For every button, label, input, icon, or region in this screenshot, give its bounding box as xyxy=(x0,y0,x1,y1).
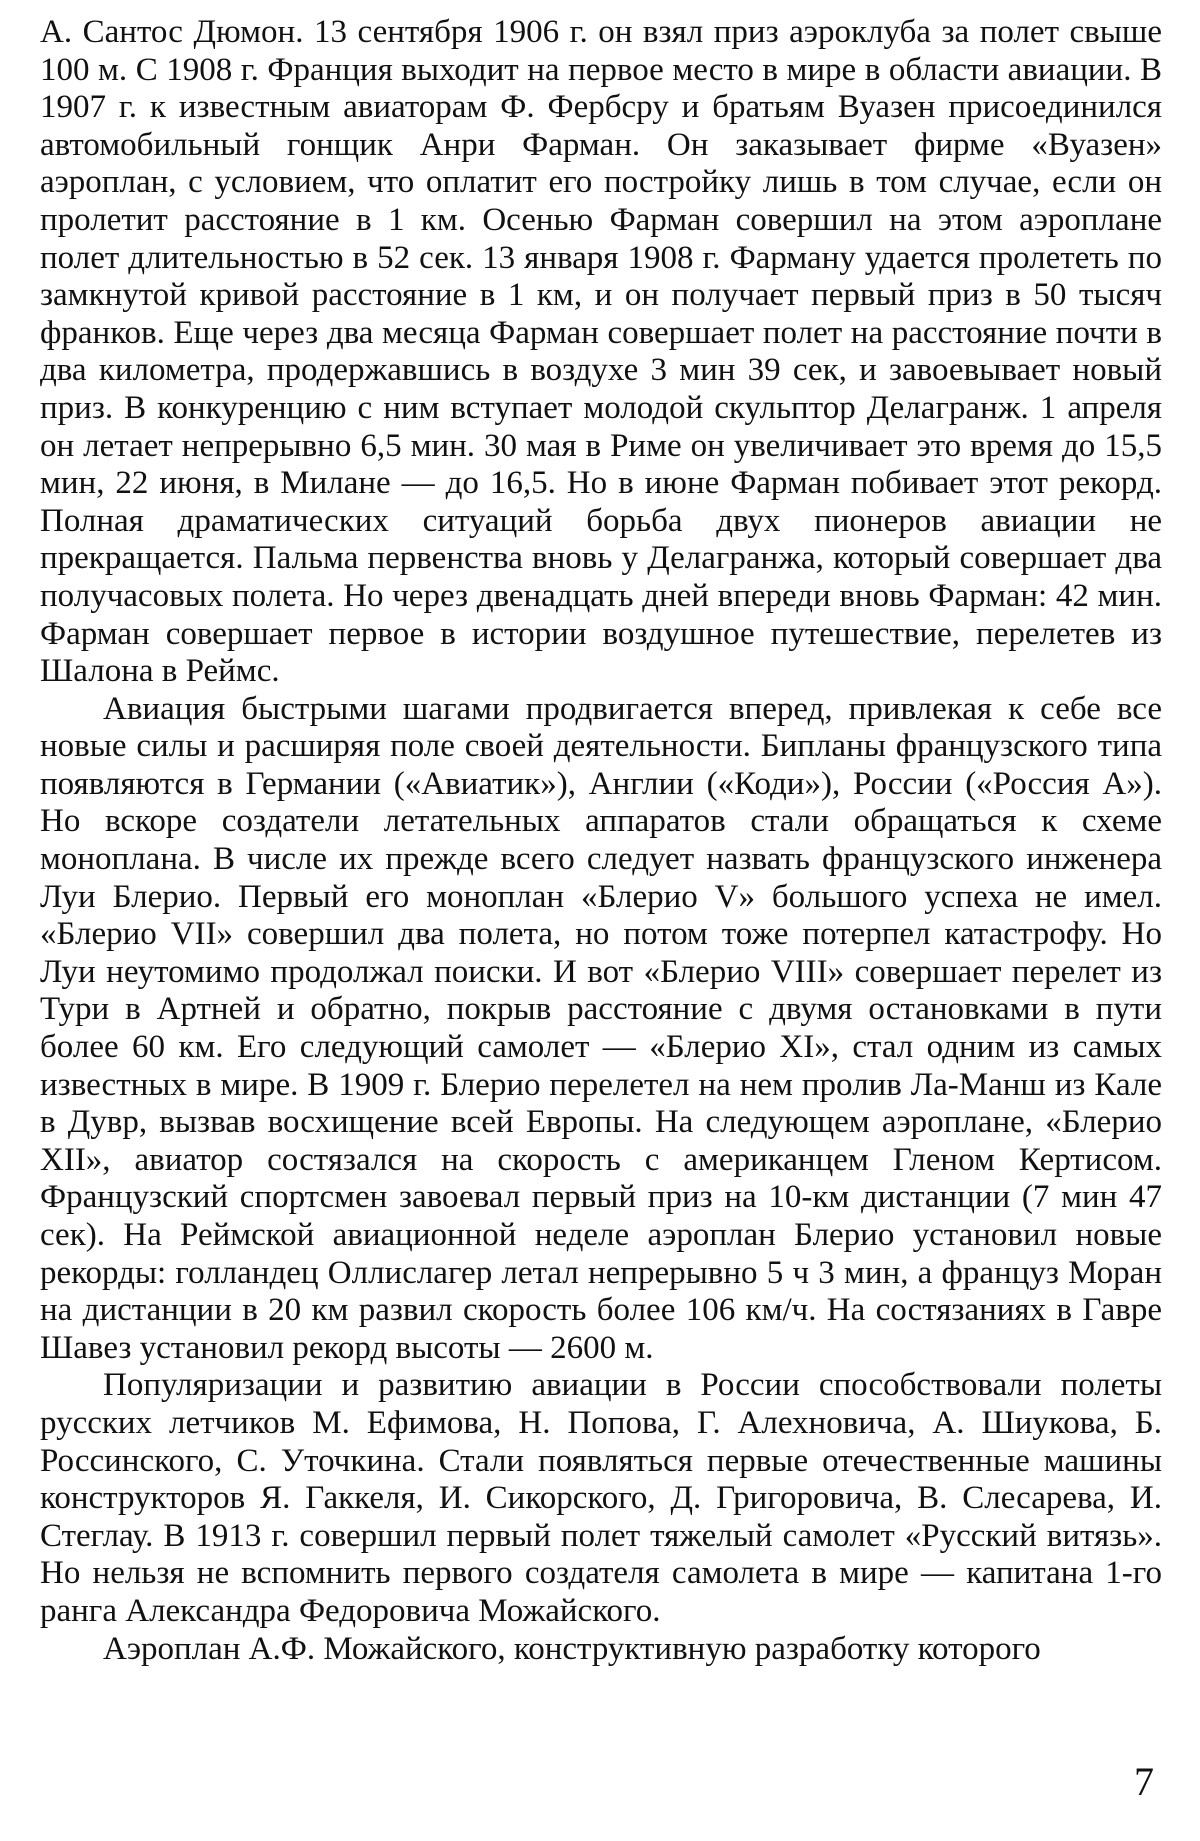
page-body xyxy=(40,14,1162,1668)
page-number: 7 xyxy=(1134,1759,1154,1804)
paragraph-3: Популяризации и развитию авиации в России способствовали полеты русских летчиков М. Ефимова, Н. Попова, Г. Алехновича, А. Шиукова, Б. Россинского, С. Уточкина. Стали появляться первые отечественные машины конструкторов Я. Гаккеля, И. Сикорского, Д. Григоровича, В. Слесарева, И. Стеглау. В 1913 г. совершил первый полет тяжелый самолет «Русский витязь». Но нельзя не вспомнить первого создателя самолета в мире — капитана 1-го ранга Александра Федоровича Можайского. xyxy=(40,1367,1162,1629)
paragraph-4: Аэроплан А.Ф. Можайского, конструктивную разработку которого xyxy=(103,1630,1041,1667)
paragraph-2: Авиация быстрыми шагами продвигается вперед, привлекая к себе все новые силы и расширяя поле своей деятельности. Бипланы французского типа появляются в Германии («Авиатик»), Англии («Коди»), России («Россия А»). Но вскоре создатели летательных аппаратов стали обращаться к схеме моноплана. В числе их прежде всего следует назвать французского инженера Луи Блерио. Первый его моноплан «Блерио V» большого успеха не имел. «Блерио VII» совершил два полета, но потом тоже потерпел катастрофу. Но Луи неутомимо продолжал поиски. И вот «Блерио VIII» совершает перелет из Тури в Артней и обратно, покрыв расстояние с двумя остановками в пути более 60 км. Его следующий самолет — «Блерио XI», стал одним из самых известных в мире. В 1909 г. Блерио перелетел на нем пролив Ла-Манш из Кале в Дувр, вызвав восхищение всей Европы. На следующем аэроплане, «Блерио XII», авиатор состязался на скорость с американцем Гленом Кертисом. Французский спортсмен завоевал первый приз на 10-км дистанции (7 мин 47 сек). На Реймской авиационной неделе аэроплан Блерио установил новые рекорды: голландец Оллислагер летал непрерывно 5 ч 3 мин, а француз Моран на дистанции в 20 км развил скорость более 106 км/ч. На состязаниях в Гавре Шавез установил рекорд высоты — 2600 м. xyxy=(40,690,1162,1366)
paragraph-1: А. Сантос Дюмон. 13 сентября 1906 г. он взял приз аэроклуба за полет свыше 100 м. С 1908 г. Франция выходит на первое место в мире в области авиации. В 1907 г. к известным авиаторам Ф. Фербсру и братьям Вуазен присоединился автомобильный гонщик Анри Фарман. Он заказывает фирме «Вуазен» аэроплан, с условием, что оплатит его постройку лишь в том случае, если он пролетит расстояние в 1 км. Осенью Фарман совершил на этом аэроплане полет длительностью в 52 сек. 13 января 1908 г. Фарману удается пролететь по замкнутой кривой расстояние в 1 км, и он получает первый приз в 50 тысяч франков. Еще через два месяца Фарман совершает полет на расстояние почти в два километра, продержавшись в воздухе 3 мин 39 сек, и завоевывает новый приз. В конкуренцию с ним вступает молодой скульптор Делагранж. 1 апреля он летает непрерывно 6,5 мин. 30 мая в Риме он увеличивает это время до 15,5 мин, 22 июня, в Милане — до 16,5. Но в июне Фарман побивает этот рекорд. Полная драматических ситуаций борьба двух пионеров авиации не прекращается. Пальма первенства вновь у Делагранжа, который совершает два получасовых полета. Но через двенадцать дней впереди вновь Фарман: 42 мин. Фарман совершает первое в истории воздушное путешествие, перелетев из Шалона в Реймс. xyxy=(40,14,1162,690)
